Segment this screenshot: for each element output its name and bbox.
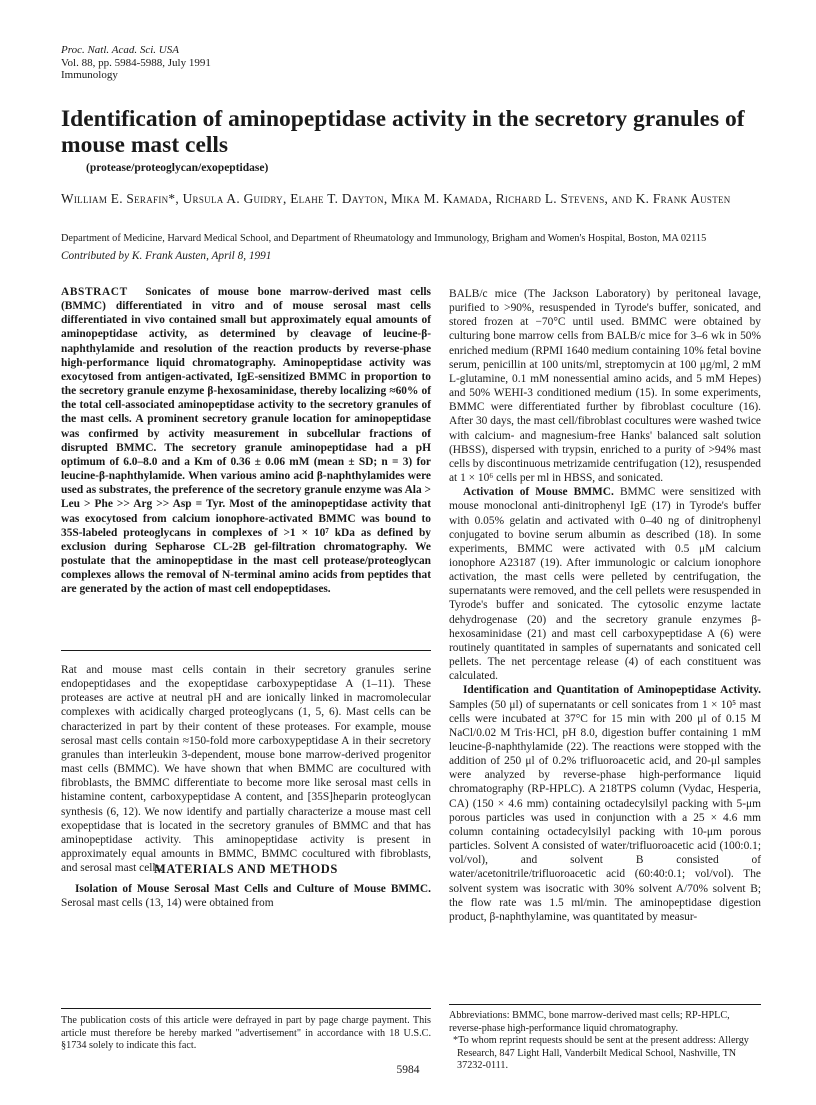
subsection-heading: Isolation of Mouse Serosal Mast Cells and Culture of Mouse BMMC. — [75, 883, 431, 895]
affiliation: Department of Medicine, Harvard Medical School, and Department of Rheumatology and Immunology, Brigham and Women's Hospital, Boston, MA 02115 — [61, 233, 707, 244]
right-para-1: BALB/c mice (The Jackson Laboratory) by peritoneal lavage, purified to >90%, resuspended in Tyrode's buffer, sonicated, and stored frozen at −70°C until used. BMMC were obtained by culturing bone marrow cells from BALB/c mice for 3–6 wk in 50% enriched medium (RPMI 1640 medium containing 10% fetal bovine serum, penicillin at 100 units/ml, streptomycin at 100 μg/ml, 2 mM L-glutamine, 0.1 mM nonessential amino acids, and 5 mM Hepes) and 50% WEHI-3 conditioned medium (15). In some experiments, BMMC were differentiated further by fibroblast coculture (16). After 30 days, the mast cell/fibroblast cocultures were washed twice with calcium- and magnesium-free Hanks' balanced salt solution (HBSS), dispersed with trypsin, enriched to a purity of >94% mast cells by discontinuous metrizamide centrifugation (12), resuspended at 1 × 10⁶ cells per ml in HBSS, and sonicated. — [449, 288, 761, 485]
keywords: (protease/proteoglycan/exopeptidase) — [86, 162, 269, 174]
subsection-quantitation: Identification and Quantitation of Aminopeptidase Activity. — [463, 684, 761, 697]
reprint-footnote: *To whom reprint requests should be sent at the present address: Allergy Research, 847 Light Hall, Vanderbilt Medical School, Nashville, TN 37232-0111. — [453, 1035, 749, 1072]
methods-start — [61, 882, 431, 910]
introduction — [61, 663, 431, 875]
right-para-3: Samples (50 μl) of supernatants or cell sonicates from 1 × 10⁵ mast cells were incubated at 37°C for 15 min with 200 μl of 0.15 M NaCl/0.02 M Tris·HCl, pH 8.0, digestion buffer containing 1 mM leucine-β-naphthylamide (22). The reactions were stopped with the addition of 250 μl of 0.2% trifluoroacetic acid, and 20-μl samples were analyzed by reverse-phase high-performance liquid chromatography (RP-HPLC). A 218TPS column (Vydac, Hesperia, CA) (150 × 4.6 mm) containing octadecylsilyl packing with 5-μm porous particles was used in conjunction with a 25 × 4.6 mm column containing octadecylsilyl packing with 10-μm porous particles. Solvent A consisted of water/trifluoroacetic acid (100:0.1; vol/vol), and solvent B consisted of water/acetonitrile/trifluoroacetic acid (60:40:0.1; vol/vol). The solvent system was isocratic with 30% solvent A/70% solvent B; the flow rate was 1.5 ml/min. The aminopeptidase digestion product, β-naphthylamine, was quantitated by measur- — [449, 698, 761, 923]
intro-paragraph: Rat and mouse mast cells contain in their secretory granules serine endopeptidases and the exopeptidase carboxypeptidase A (1–11). These proteases are active at neutral pH and are ionically linked in macromolecular complexes with acidically charged proteoglycans (1, 5, 6). Mast cells can be characterized in part by their content of these proteases. For example, mouse serosal mast cells contain ≈150-fold more carboxypeptidase A in their secretory granules than interleukin 3-dependent, mouse bone marrow-derived progenitor mast cells (BMMC). We have shown that when BMMC are cocultured with fibroblasts, the BMMC differentiate to become more like serosal mast cells in histamine content, carboxypeptidase A content, and [35S]heparin proteoglycan synthesis (6, 12). We now identify and partially characterize a mouse mast cell exopeptidase that is located in the secretory granules of BMMC and that has aminopeptidase activity. This aminopeptidase activity is present in approximately equal amounts in BMMC, BMMC cocultured with fibroblasts, and serosal mast cells. — [61, 664, 431, 875]
right-para-2: BMMC were sensitized with mouse monoclonal anti-dinitrophenyl IgE (17) in Tyrode's buffer with 0.05% gelatin and activated with 0–40 ng of dinitrophenyl conjugated to bovine serum albumin as described (18). In some experiments, BMMC were activated with 0.5 μM calcium ionophore A23187 (19). After immunologic or calcium ionophore activation, the mast cells were pelleted by centrifugation, the supernatants were removed, and the cell pellets were resuspended in Tyrode's buffer and sonicated. The cytosolic enzyme lactate dehydrogenase (20) and the secretory granule enzymes β-hexosaminidase (21) and mast cell carboxypeptidase A (6) were routinely quantitated in samples of supernatants and sonicated cell pellets. The net percentage release (4) of each constituent was calculated. — [449, 486, 761, 683]
abstract-text: Sonicates of mouse bone marrow-derived mast cells (BMMC) differentiated in vitro and of mouse serosal mast cells differentiated in vivo contained small but approximately equal amounts of aminopeptidase activity, as determined by cleavage of leucine-β-naphthylamide and resolution of the reaction products by reverse-phase high-performance liquid chromatography. Aminopeptidase activity was exocytosed from antigen-activated, IgE-sensitized BMMC in proportion to the secretory granule enzyme β-hexosaminidase, thereby localizing ≈60% of the total cell-associated aminopeptidase activity to the secretory granules of the mast cells. A prominent secretory granule location for aminopeptidase was confirmed by activity measurement in subcellular fractions of disrupted BMMC. The secretory granule aminopeptidase had a pH optimum of 6.0–8.0 and a Km of 0.36 ± 0.06 mM (mean ± SD; n = 3) for leucine-β-naphthylamide. When various amino acid β-naphthylamides were used as substrates, the preference of the secretory granule enzyme was Ala > Leu > Phe >> Arg >> Asp = Tyr. Most of the aminopeptidase activity that was exocytosed from calcium ionophore-activated BMMC was bound to 35S-labeled proteoglycans in complexes of >1 × 10⁷ kDa as defined by exclusion during Sepharose CL-2B gel-filtration chromatography. We postulate that the aminopeptidase in the mast cell protease/proteoglycan complexes allows the removal of N-terminal amino acids from peptides that are generated by the action of mast cell endopeptidases. — [61, 286, 431, 596]
right-column — [449, 287, 761, 924]
author-list: William E. Serafin*, Ursula A. Guidry, Elahe T. Dayton, Mika M. Kamada, Richard L. Stevens, and K. Frank Austen — [61, 191, 731, 206]
footnote-divider-right — [449, 1004, 761, 1005]
subsection-activation: Activation of Mouse BMMC. — [463, 486, 614, 499]
journal-volume: Vol. 88, pp. 5984-5988, July 1991 — [61, 56, 211, 69]
journal-section: Immunology — [61, 69, 118, 81]
contributed-by: Contributed by K. Frank Austen, April 8, 1991 — [61, 250, 272, 262]
page-number: 5984 — [396, 1064, 420, 1076]
abstract-heading: ABSTRACT — [61, 286, 128, 298]
publication-cost-footnote: The publication costs of this article were defrayed in part by page charge payment. This article must therefore be hereby marked "advertisement" in accordance with 18 U.S.C. §1734 solely to indicate this fact. — [61, 1015, 431, 1052]
abstract-divider — [61, 650, 431, 651]
journal-header — [61, 44, 211, 82]
abstract — [61, 285, 431, 596]
journal-name: Proc. Natl. Acad. Sci. USA — [61, 44, 179, 56]
footnote-divider-left — [61, 1008, 431, 1009]
section-heading: MATERIALS AND METHODS — [154, 862, 338, 876]
methods-text: Serosal mast cells (13, 14) were obtained from — [61, 897, 274, 910]
article-title: Identification of aminopeptidase activity in the secretory granules of mouse mast cells — [61, 106, 745, 158]
abbreviations-footnote: Abbreviations: BMMC, bone marrow-derived mast cells; RP-HPLC, reverse-phase high-performance liquid chromatography. — [449, 1010, 730, 1034]
